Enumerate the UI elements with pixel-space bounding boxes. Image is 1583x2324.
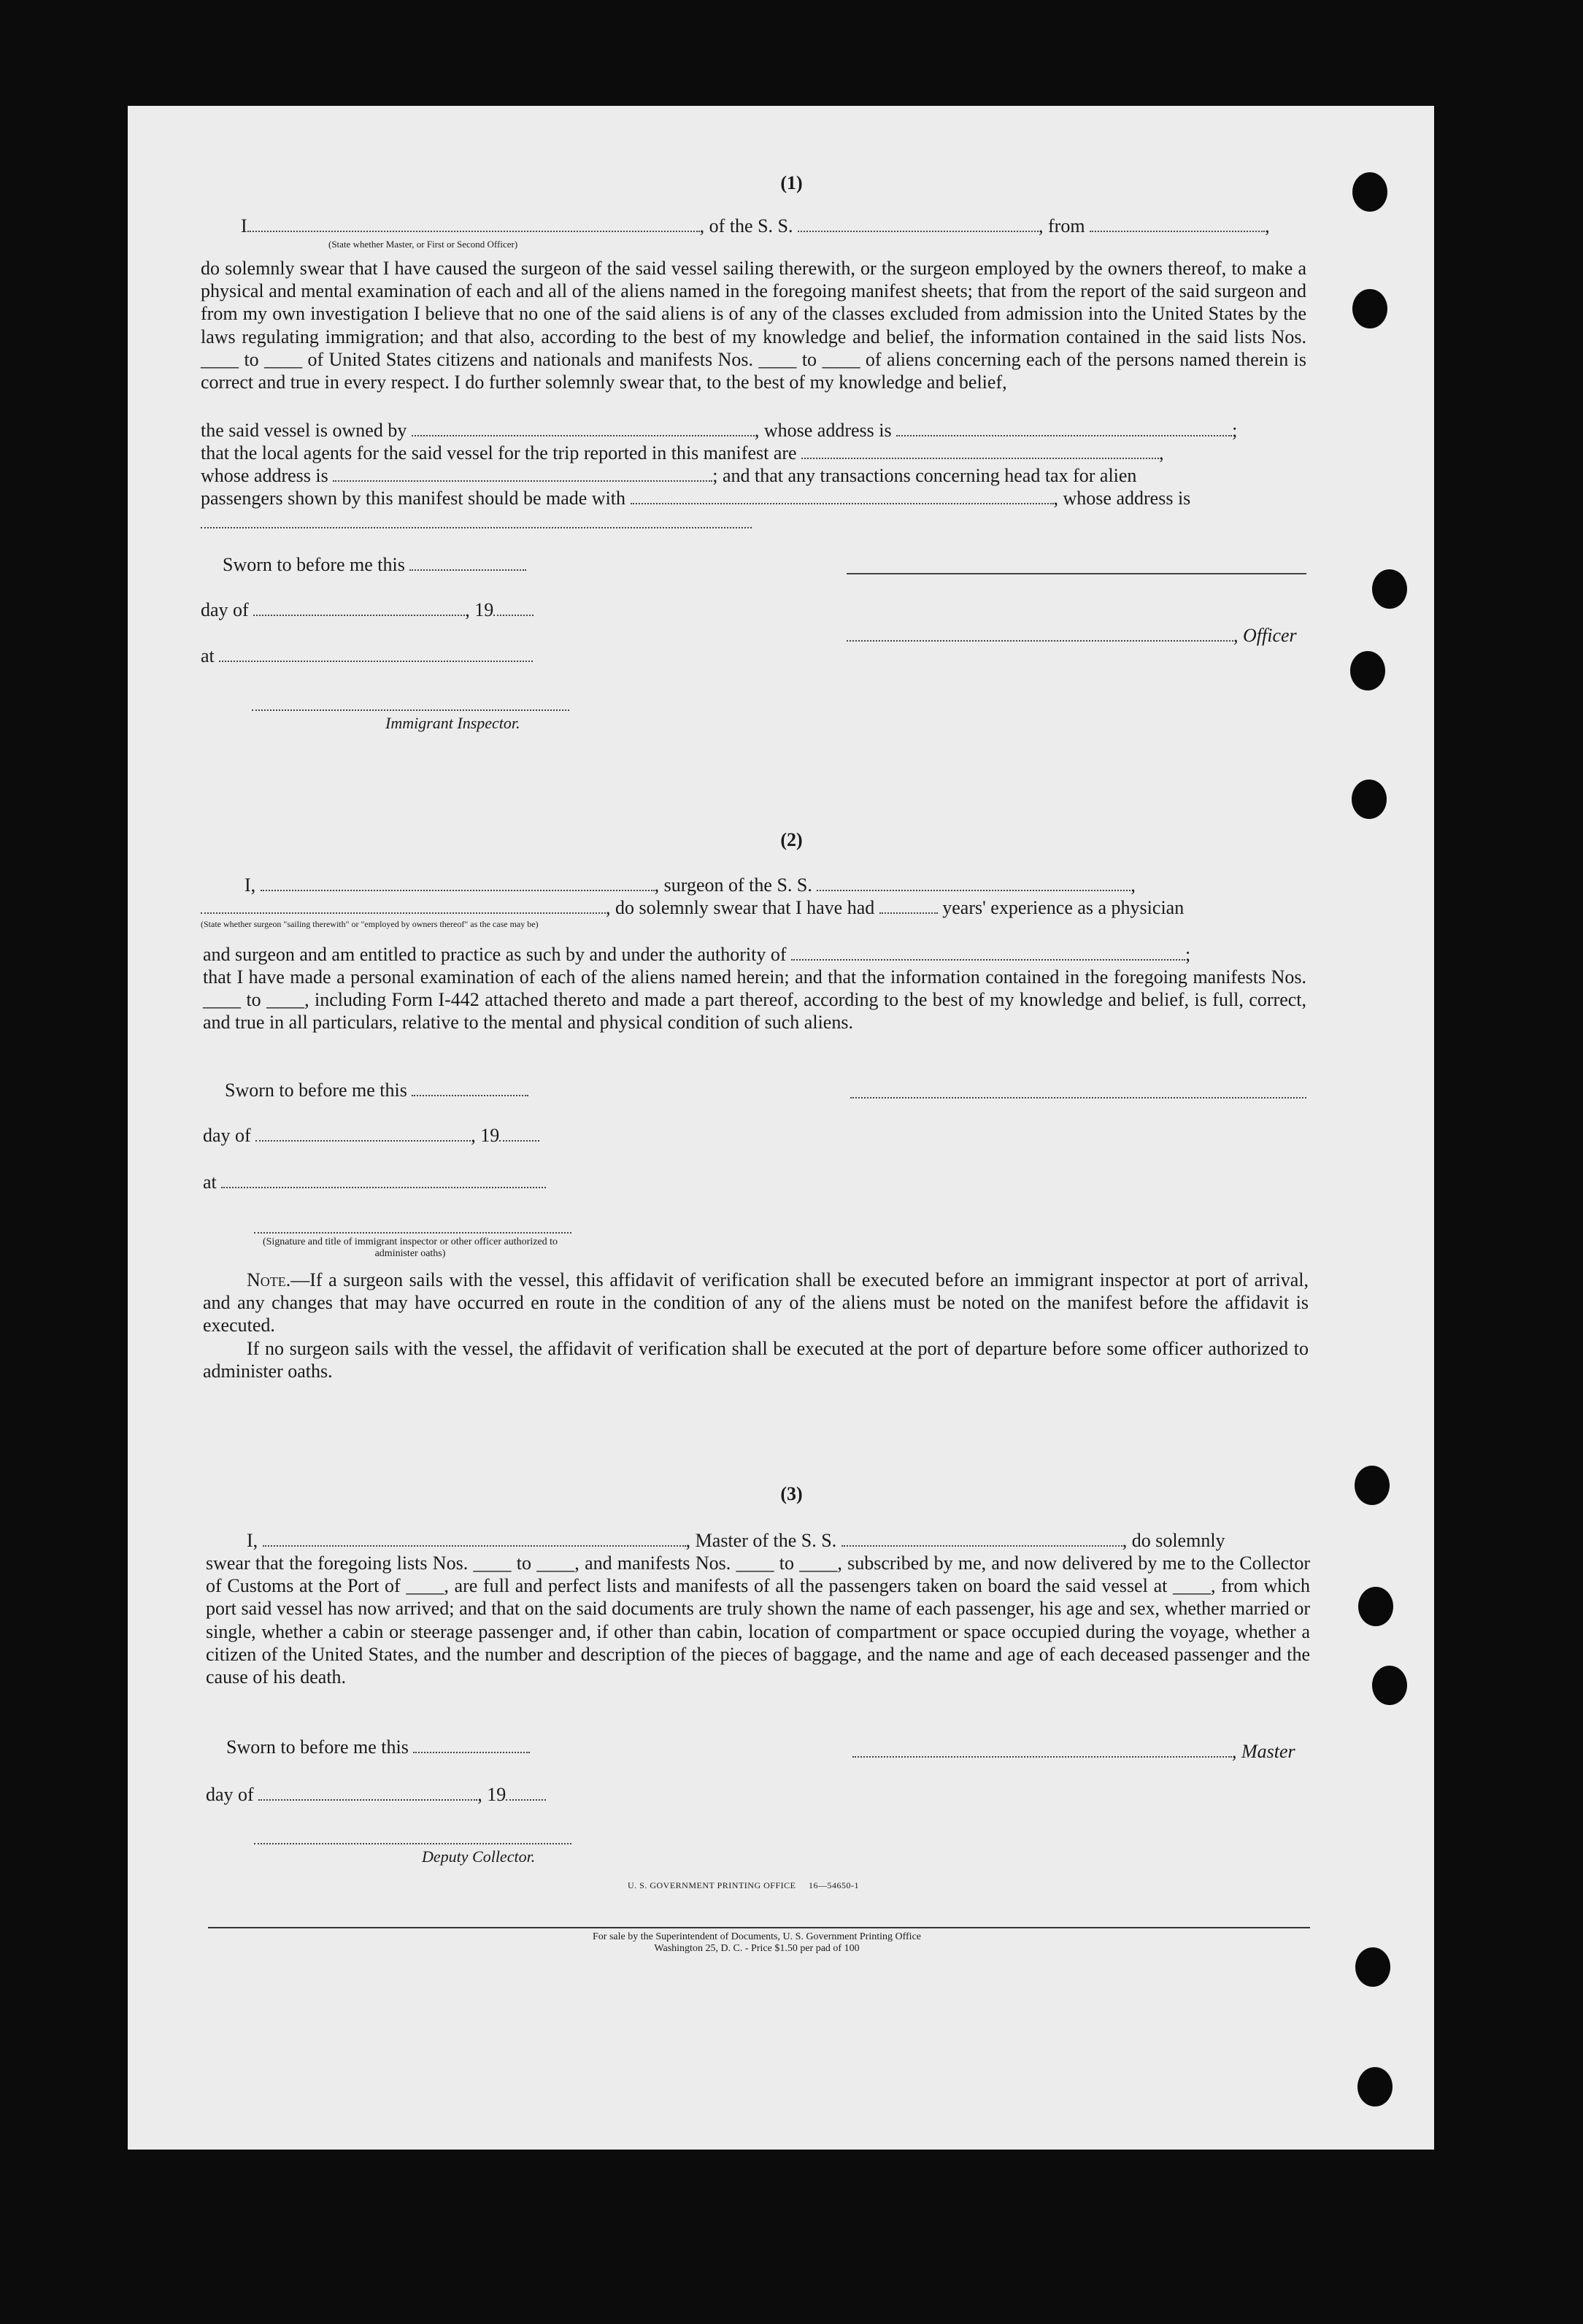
section-1-heading: (1) <box>780 172 803 193</box>
s1-sworn-line <box>223 553 526 576</box>
s3-deputy-signature-field[interactable] <box>254 1843 571 1844</box>
punch-hole <box>1352 780 1387 819</box>
s1-address3-label: , whose address is <box>1053 488 1191 509</box>
footer-rule <box>208 1927 1310 1928</box>
s2-sworn-day-field[interactable] <box>412 1095 528 1096</box>
s2-status-field[interactable] <box>201 912 606 914</box>
s1-day-line <box>201 599 534 621</box>
s3-day-label: day of <box>206 1784 254 1805</box>
s1-month-field[interactable] <box>253 615 465 616</box>
s1-owned-line: the said vessel is owned by , whose address is ; <box>201 420 1238 441</box>
s1-address-label: , whose address is <box>754 420 892 441</box>
s1-vessel-field[interactable] <box>798 231 1039 232</box>
s2-note <box>203 1269 1309 1337</box>
s1-officer-label: , Officer <box>1233 625 1297 646</box>
punch-hole <box>1372 569 1407 609</box>
s2-surgeon-name-field[interactable] <box>261 890 655 891</box>
s1-passengers-label: passengers shown by this manifest should be made with <box>201 488 626 509</box>
gpo-imprint: U. S. GOVERNMENT PRINTING OFFICE 16—54650-1 <box>628 1880 859 1890</box>
s1-from-field[interactable] <box>1090 231 1265 232</box>
s1-officer-title-field[interactable] <box>847 640 1233 642</box>
s2-authority-line: and surgeon and am entitled to practice as such by and under the authority of ; <box>203 944 1191 965</box>
s1-owner-address-field[interactable] <box>896 435 1232 436</box>
section-3-heading: (3) <box>780 1483 803 1504</box>
s2-vessel-field[interactable] <box>817 890 1131 891</box>
s3-sworn-line <box>226 1736 530 1758</box>
s1-address2-label: whose address is <box>201 465 328 486</box>
punch-hole <box>1372 1666 1407 1705</box>
s2-i-label: I, <box>244 874 256 896</box>
s2-authority-label: and surgeon and am entitled to practice as such by and under the authority of <box>203 944 787 965</box>
s1-at-label: at <box>201 645 215 666</box>
s2-note-body: —If a surgeon sails with the vessel, this affidavit of verification shall be executed before an immigrant inspector at port of arrival, and any changes that may have occurred en route in the condition of any of the aliens must be noted on the manifest before the affidavit is executed. <box>203 1269 1309 1336</box>
s1-agents-label: that the local agents for the said vessel for the trip reported in this manifest are <box>201 442 797 463</box>
s2-note-label: Note. <box>247 1269 291 1290</box>
s3-oath-body: swear that the foregoing lists Nos. ____ to ____, and manifests Nos. ____ to ____, subscribed by me, and now delivered by me to the Collector of Customs at the Port of ____, are full and perfect lists and manifests of all the passengers taken on board the said vessel at ____, from which port said vessel has now arrived; and that on the said documents are truly shown the name of each passenger, his age and sex, whether married or single, whether a cabin or steerage passenger and, if other than cabin, location of compartment or space occupied during the voyage, whether a citizen of the United States, and the number and description of the pieces of baggage, and the name and age of each deceased passenger and the cause of his death. <box>206 1552 1310 1688</box>
s2-status-note: (State whether surgeon "sailing therewith" or "employed by owners thereof" as the case may be) <box>201 919 539 929</box>
s3-master-label: , Master <box>1232 1741 1295 1762</box>
s1-address2-line <box>201 464 1136 487</box>
punch-hole <box>1350 651 1385 690</box>
s1-signature-field[interactable] <box>847 573 1306 574</box>
s1-officer-note: (State whether Master, or First or Second Officer) <box>328 239 518 250</box>
s3-year-label: , 19 <box>477 1784 507 1805</box>
s2-second-line <box>201 896 1184 919</box>
s1-year-label: , 19 <box>465 599 494 620</box>
s2-years-label: years' experience as a physician <box>942 897 1185 918</box>
s3-solemnly-label: , do solemnly <box>1122 1530 1225 1551</box>
s1-officer-line <box>847 624 1297 647</box>
s1-year-field[interactable] <box>493 615 534 616</box>
s2-month-field[interactable] <box>255 1140 471 1142</box>
s1-headtax-field[interactable] <box>631 503 1054 504</box>
s2-sworn-label: Sworn to before me this <box>225 1080 407 1101</box>
s1-at-line <box>201 645 533 667</box>
s3-master-of-label: , Master of the S. S. <box>685 1530 837 1551</box>
punch-hole <box>1358 1587 1393 1626</box>
s1-of-ss-label: , of the S. S. <box>699 215 793 236</box>
s1-owner-field[interactable] <box>412 435 755 436</box>
s1-agents-line: that the local agents for the said vessel for the trip reported in this manifest are , <box>201 442 1164 463</box>
s3-sworn-day-field[interactable] <box>413 1752 530 1753</box>
sale-notice-line2: Washington 25, D. C. - Price $1.50 per pad of 100 <box>654 1943 860 1954</box>
s3-sworn-label: Sworn to before me this <box>226 1736 409 1758</box>
s2-inspector-signature-field[interactable] <box>254 1232 571 1234</box>
s2-years-field[interactable] <box>879 912 938 914</box>
s1-i-label: I <box>241 215 247 236</box>
s1-day-label: day of <box>201 599 249 620</box>
s2-solemnly-label: , do solemnly swear that I have had <box>606 897 875 918</box>
s2-sworn-line <box>225 1079 528 1101</box>
s1-officer-field[interactable] <box>247 231 700 232</box>
s2-at-label: at <box>203 1171 217 1193</box>
s1-at-field[interactable] <box>219 661 533 662</box>
s1-passengers-line <box>201 487 1190 509</box>
s1-inspector-label: Immigrant Inspector. <box>385 714 520 732</box>
s3-first-line <box>247 1529 1225 1552</box>
s2-signature-note: (Signature and title of immigrant inspector or other officer authorized to administer oaths) <box>262 1236 558 1259</box>
s1-first-line: I , of the S. S. , from , <box>241 215 1270 236</box>
s1-agents-field[interactable] <box>801 458 1159 459</box>
s2-at-field[interactable] <box>221 1187 546 1188</box>
s1-oath-body: do solemnly swear that I have caused the surgeon of the said vessel sailing therewith, or the surgeon employed by the owners thereof, to make a physical and mental examination of each and all of the aliens named in the foregoing manifest sheets; that from the report of the said surgeon and from my own investigation I believe that no one of the said aliens is of any of the classes excluded from admission into the United States by the laws regulating immigration; and that also, according to the best of my knowledge and belief, the information contained in the said lists Nos. ____ to ____ of United States citizens and nationals and manifests Nos. ____ to ____ of aliens concerning each of the persons named therein is correct and true in every respect. I do further solemnly swear that, to the best of my knowledge and belief, <box>201 258 1306 393</box>
s2-note2: If no surgeon sails with the vessel, the affidavit of verification shall be executed at the port of departure before some officer authorized to administer oaths. <box>203 1338 1309 1382</box>
s3-deputy-label: Deputy Collector. <box>422 1847 536 1866</box>
s1-address3-field[interactable] <box>201 527 752 528</box>
s2-surgeon-of-label: , surgeon of the S. S. <box>654 874 812 896</box>
s2-authority-field[interactable] <box>791 959 1185 961</box>
s3-master-name-field[interactable] <box>263 1545 686 1547</box>
s2-signature-field[interactable] <box>850 1097 1306 1098</box>
s3-year-field[interactable] <box>506 1799 546 1801</box>
section-2-heading: (2) <box>780 829 803 850</box>
sale-notice-line1: For sale by the Superintendent of Documents, U. S. Government Printing Office <box>593 1931 921 1942</box>
s3-vessel-field[interactable] <box>841 1545 1122 1547</box>
s3-month-field[interactable] <box>258 1799 477 1801</box>
s3-day-line <box>206 1783 546 1806</box>
punch-hole <box>1352 289 1387 328</box>
s1-inspector-signature-field[interactable] <box>252 709 569 711</box>
s2-at-line <box>203 1171 546 1193</box>
s2-day-line <box>203 1124 539 1147</box>
s3-master-signature-field[interactable] <box>852 1756 1232 1758</box>
s1-sworn-day-field[interactable] <box>409 569 526 571</box>
s1-headtax-label: ; and that any transactions concerning head tax for alien <box>712 465 1137 486</box>
s1-agents-address-field[interactable] <box>333 480 712 482</box>
s2-year-field[interactable] <box>499 1140 539 1142</box>
s2-first-line: I, , surgeon of the S. S. , <box>244 874 1136 896</box>
s2-oath-body: that I have made a personal examination of each of the aliens named herein; and that the information contained in the foregoing manifests Nos. ____ to ____, including Form I-442 attached thereto and made a part thereof, according to the best of my knowledge and belief, is full, correct, and true in all particulars, relative to the mental and physical condition of such aliens. <box>203 966 1306 1034</box>
s1-from-label: , from <box>1039 215 1085 236</box>
s2-day-label: day of <box>203 1125 251 1146</box>
punch-hole <box>1357 2067 1393 2106</box>
s2-year-label: , 19 <box>471 1125 500 1146</box>
s3-master-line <box>852 1740 1295 1763</box>
s1-owned-label: the said vessel is owned by <box>201 420 407 441</box>
s3-i-label: I, <box>247 1530 258 1551</box>
s1-sworn-label: Sworn to before me this <box>223 554 405 575</box>
